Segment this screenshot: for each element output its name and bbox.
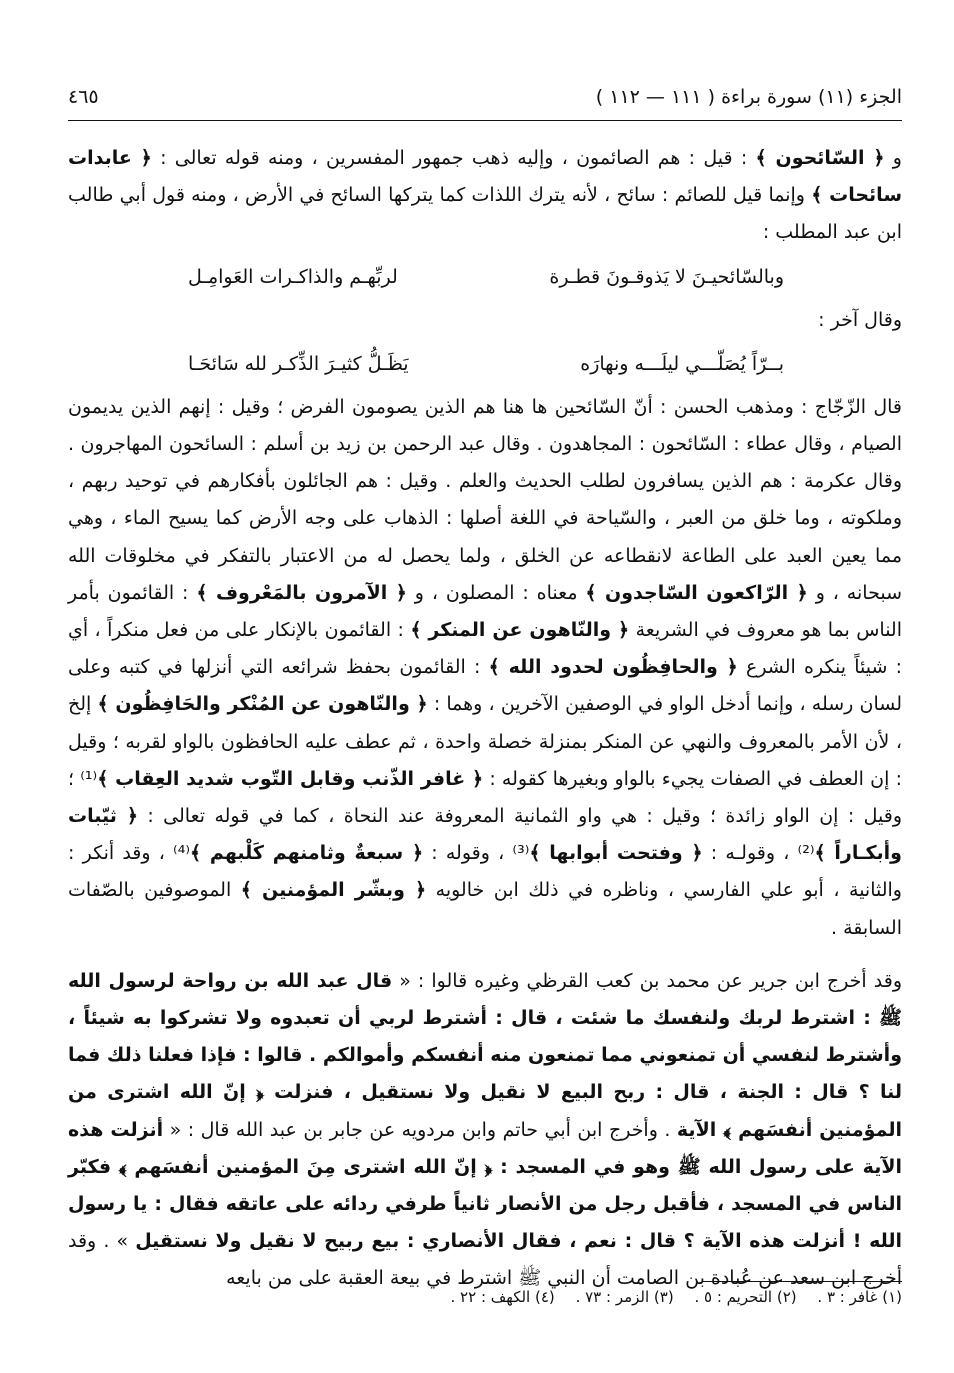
quoted-text: ﴿ عابدات سائحات ﴾: [68, 147, 903, 207]
quoted-text: ﴿ وفتحت أبوابها ﴾: [529, 842, 703, 865]
header-rule: [68, 120, 902, 121]
paragraph: و ﴿ السّائحون ﴾ : قيل : هم الصائمون ، وإليه ذهب جمهور المفسرين ، ومنه قوله تعالى : ﴿ عابدات سائحات ﴾ وإنما قيل للصائم : سائح ، لأنه يترك اللذات كما يتركها السائح في الأرض ، ومنه قول أبي طالب ابن عبد المطلب :: [68, 147, 903, 244]
verse-hemistich-first: وبالسّائحيـنَ لا يَذوقـونَ قطـرة: [549, 265, 784, 288]
footnote: (٣) الزمر : ٧٣ .: [575, 1288, 674, 1306]
page-header-block: [68, 86, 902, 120]
quoted-text: ﴿ سبعةٌ وثامنهم كَلْبهم ﴾: [190, 842, 424, 865]
quoted-text: قال عبد الله بن رواحة لرسول الله ﷺ : اشترط لربك ولنفسك ما شئت ، قال : أشترط لربي أن تعبدوه ولا تشركوا به شيئاً ، وأشترط لنفسي أن تمنعوني مما تمنعون منه أنفسكم وأموالكم . قالوا : فإذا فعلنا ذلك فما لنا ؟ قال : الجنة ، قال : ربح البيع لا نقيل ولا نستقيل ، فنزلت ﴿ إنّ الله اشترى من المؤمنين أنفسَهم ﴾ الآية: [68, 969, 902, 1141]
verse-hemistich-first: بــرّاً يُصَلّـــي ليلَـــه ونهارَه: [580, 352, 784, 375]
paragraph: وقد أخرج ابن جرير عن محمد بن كعب القرظي وغيره قالوا : « قال عبد الله بن رواحة لرسول الله ﷺ : اشترط لربك ولنفسك ما شئت ، قال : أشترط لربي أن تعبدوه ولا تشركوا به شيئاً ، وأشترط لنفسي أن تمنعوني مما تمنعون منه أنفسكم وأموالكم . قالوا : فإذا فعلنا ذلك فما لنا ؟ قال : الجنة ، قال : ربح البيع لا نقيل ولا نستقيل ، فنزلت ﴿ إنّ الله اشترى من المؤمنين أنفسَهم ﴾ الآية . وأخرج ابن أبي حاتم وابن مردويه عن جابر بن عبد الله قال : « أنزلت هذه الآية على رسول الله ﷺ وهو في المسجد : ﴿ إنّ الله اشترى مِنَ المؤمنين أنفسَهم ﴾ فكبّر الناس في المسجد ، فأقبل رجل من الأنصار ثانياً طرفي ردائه على عاتقه فقال : يا رسول الله ! أنزلت هذه الآية ؟ قال : نعم ، فقال الأنصاري : بيع ربيح لا نقيل ولا نستقيل » . وقد أخرج ابن سعد عن عُبادة بن الصامت أن النبي ﷺ اشترط في بيعة العقبة على من بايعه: [68, 969, 902, 1290]
page-number: ٤٦٥: [68, 86, 99, 108]
poem-verse: [68, 256, 902, 298]
footnote: (٤) الكهف : ٢٢ .: [450, 1288, 555, 1306]
quoted-text: ﴿ السّائحون ﴾: [755, 147, 885, 169]
paragraph: قال الزّجّاج : ومذهب الحسن : أنّ السّائحين ها هنا هم الذين يصومون الفرض ؛ وقيل : إنهم الذين يديمون الصيام ، وقال عطاء : السّائحون : المجاهدون . وقال عبد الرحمن بن زيد بن أسلم : السائحون المهاجرون . وقال عكرمة : هم الذين يسافرون لطلب الحديث والعلم . وقيل : هم الجائلون بأفكارهم في توحيد ربهم ، وملكوته ، وما خلق من العبر ، والسّياحة في اللغة أصلها : الذهاب على وجه الأرض كما يسيح الماء ، وهي مما يعين العبد على الطاعة لانقطاعه عن الخلق ، ولما يحصل له من الاعتبار بالتفكر في مخلوقات الله سبحانه ، و ﴿ الرّاكعون السّاجدون ﴾ معناه : المصلون ، و ﴿ الآمرون بالمَعْروف ﴾ : القائمون بأمر الناس بما هو معروف في الشريعة ﴿ والنّاهون عن المنكر ﴾ : القائمون بالإنكار على من فعل منكراً ، أي : شيئاً ينكره الشرع ﴿ والحافِظُون لحدود الله ﴾ : القائمون بحفظ شرائعه التي أنزلها في كتبه وعلى لسان رسله ، وإنما أدخل الواو في الوصفين الآخرين ، وهما : ﴿ والنّاهون عن المُنْكر والحَافِظُون ﴾ إلخ ، لأن الأمر بالمعروف والنهي عن المنكر بمنزلة خصلة واحدة ، ثم عطف عليه الحافظون بالواو لقربه ؛ وقيل : إن العطف في الصفات يجيء بالواو وبغيرها كقوله : ﴿ غافر الذّنب وقابل التّوب شديد العِقاب ﴾⁽¹⁾ ؛ وقيل : إن الواو زائدة ؛ وقيل : هي واو الثمانية المعروفة عند النحاة ، كما في قوله تعالى : ﴿ ثيّبات وأبكـاراً ﴾⁽²⁾ ، وقولـه : ﴿ وفتحت أبوابها ﴾⁽³⁾ ، وقوله : ﴿ سبعةٌ وثامنهم كَلْبهم ﴾⁽⁴⁾ ، وقد أنكر : والثانية ، أبو علي الفارسي ، وناظره في ذلك ابن خالويه ﴿ وبشّر المؤمنين ﴾ الموصوفين بالصّفات السابقة .: [68, 395, 903, 939]
poem-verse: [68, 343, 902, 385]
footnotes: [435, 1288, 903, 1306]
quoted-text: ﴿ غافر الذّنب وقابل التّوب شديد العِقاب ﴾: [97, 767, 484, 790]
quoted-text: ﴿ ثيّبات وأبكـاراً ﴾: [68, 805, 902, 865]
header-title: الجزء (١١) سورة براءة ( ١١١ — ١١٢ ): [595, 86, 902, 108]
quoted-text: أنزلت هذه الآية على رسول الله ﷺ وهو في المسجد : ﴿ إنّ الله اشترى مِنَ المؤمنين أنفسَهم ﴾ فكبّر الناس في المسجد ، فأقبل رجل من الأنصار ثانياً طرفي ردائه على عاتقه فقال : يا رسول الله ! أنزلت هذه الآية ؟ قال : نعم ، فقال الأنصاري : بيع ربيح لا نقيل ولا نستقيل: [68, 1118, 902, 1253]
quoted-text: ﴿ والنّاهون عن المنكر ﴾: [410, 619, 630, 642]
quoted-text: ﴿ الرّاكعون السّاجدون ﴾: [585, 581, 808, 604]
footnote: (٢) التحريم : ٥ .: [694, 1288, 797, 1306]
quoted-text: ﴿ والنّاهون عن المُنْكر والحَافِظُون ﴾: [97, 693, 428, 716]
paragraph: وقال آخر :: [818, 308, 902, 331]
quoted-text: ﴿ الآمرون بالمَعْروف ﴾: [196, 581, 407, 604]
running-header: [68, 86, 902, 120]
footnote: (١) غافر : ٣ .: [817, 1288, 902, 1306]
page-body: [68, 140, 902, 1298]
footnote-rule: [702, 1281, 902, 1282]
quoted-text: ﴿ وبشّر المؤمنين ﴾: [240, 879, 427, 902]
verse-hemistich-second: يَظَـلُّ كثيـرَ الذِّكـر لله سَائحَـا: [188, 352, 409, 375]
quoted-text: ﴿ والحافِظُون لحدود الله ﴾: [488, 656, 738, 679]
verse-hemistich-second: لربِّهـم والذاكـرات العَوامِـل: [188, 265, 398, 288]
